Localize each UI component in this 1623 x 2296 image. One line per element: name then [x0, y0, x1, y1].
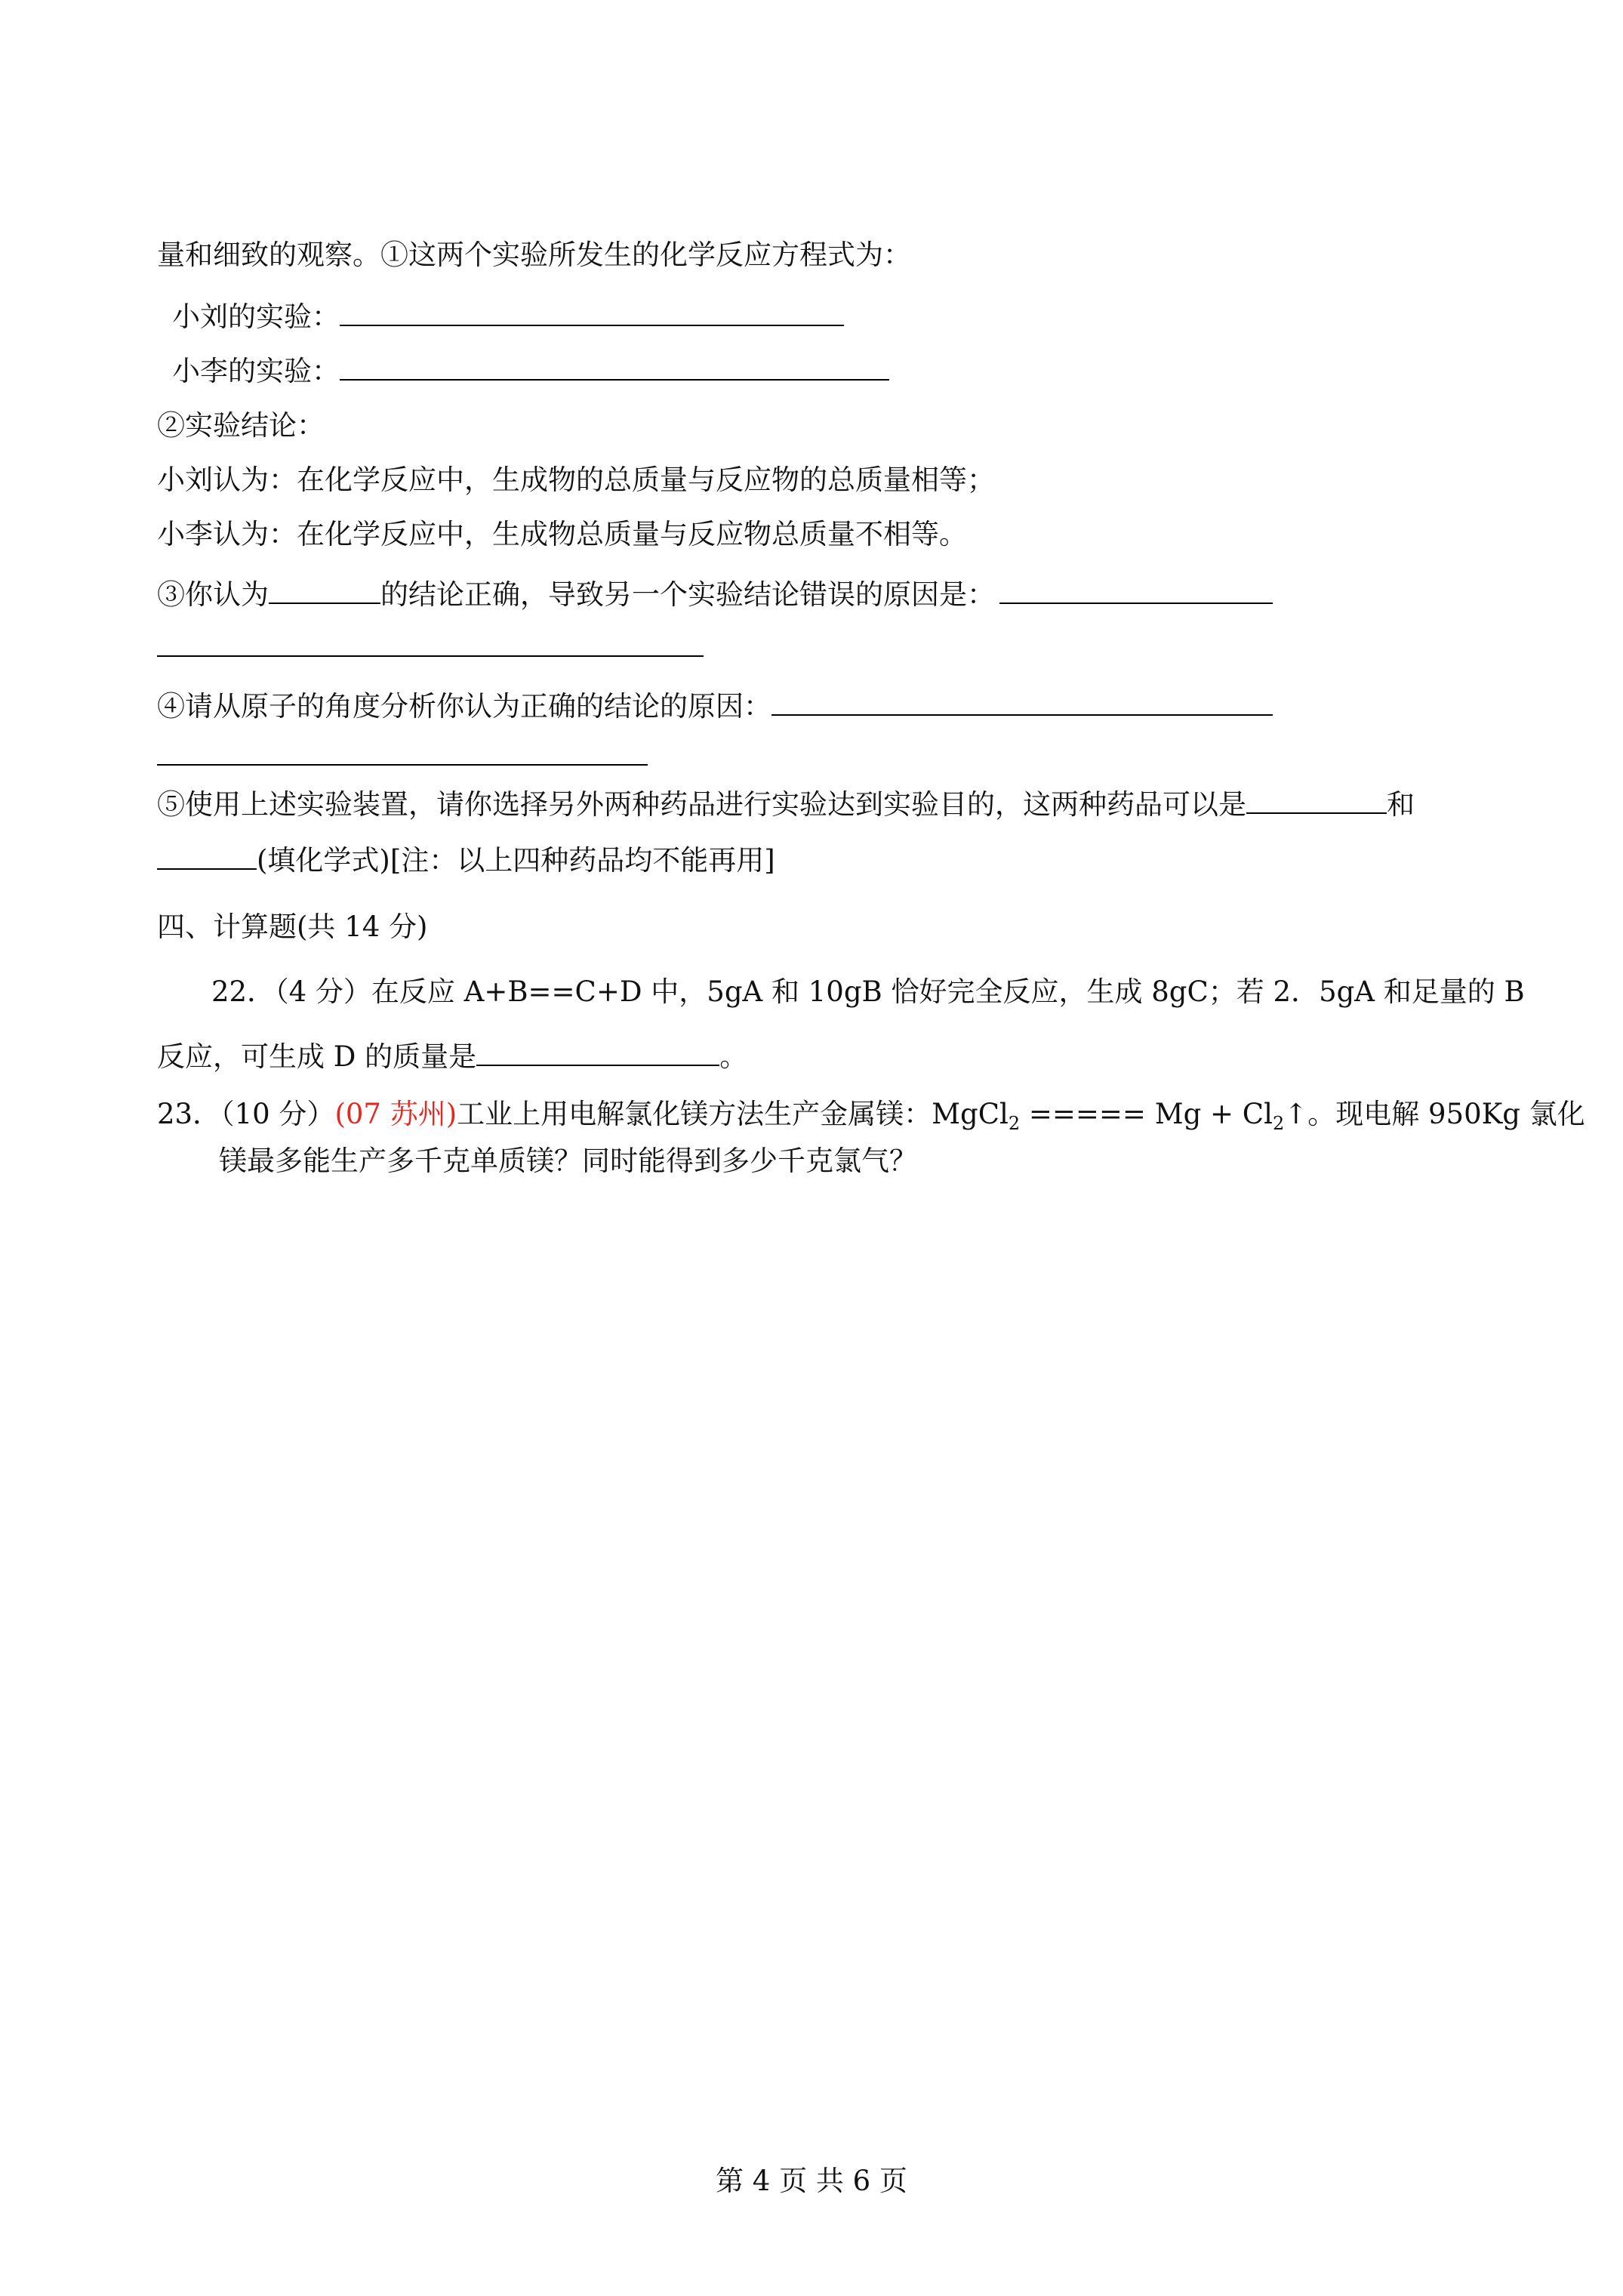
- answer-blank[interactable]: [340, 297, 844, 326]
- answer-blank[interactable]: [157, 655, 704, 657]
- text-line: 小刘认为：在化学反应中，生成物的总质量与反应物的总质量相等；: [157, 464, 995, 496]
- answer-blank[interactable]: [157, 764, 648, 766]
- question-5-line: ⑤使用上述实验装置，请你选择另外两种药品进行实验达到实验目的，这两种药品可以是 和: [157, 785, 1415, 821]
- text-line: 小李认为：在化学反应中，生成物总质量与反应物总质量不相等。: [157, 518, 967, 550]
- question-4-line: ④请从原子的角度分析你认为正确的结论的原因：: [157, 687, 1273, 723]
- question-5-cont-line: (填化学式)[注：以上四种药品均不能再用]: [157, 841, 775, 877]
- page-footer: 第 4 页 共 6 页: [716, 2165, 907, 2197]
- answer-blank[interactable]: [771, 687, 1273, 716]
- answer-blank[interactable]: [269, 575, 380, 604]
- text-line: 量和细致的观察。①这两个实验所发生的化学反应方程式为：: [157, 239, 911, 271]
- answer-blank[interactable]: [340, 352, 889, 381]
- answer-blank[interactable]: [1246, 785, 1387, 814]
- question-23-cont: 镁最多能生产多千克单质镁？同时能得到多少千克氯气？: [219, 1145, 917, 1177]
- text-line: ②实验结论：: [157, 409, 325, 442]
- xiaoli-experiment-line: 小李的实验：: [172, 352, 889, 388]
- question-22: 22．（4 分）在反应 A+B==C+D 中，5gA 和 10gB 恰好完全反应，生成 8gC；若 2．5gA 和足量的 B: [211, 975, 1525, 1008]
- section-heading: 四、计算题(共 14 分): [157, 911, 428, 943]
- answer-blank[interactable]: [157, 841, 257, 870]
- answer-blank[interactable]: [999, 575, 1273, 604]
- question-23: 23．（10 分）(07 苏州)工业上用电解氯化镁方法生产金属镁：MgCl$_2$ ===== $Mg + Cl_2↑$。现电解 950Kg 氯化: [157, 1098, 1585, 1134]
- question-22-cont: 反应，可生成 D 的质量是 。: [157, 1037, 747, 1074]
- question-3-line: ③你认为 的结论正确，导致另一个实验结论错误的原因是：: [157, 575, 1273, 612]
- xiaoliu-experiment-line: 小刘的实验：: [172, 297, 844, 334]
- source-label: (07 苏州): [334, 1098, 457, 1130]
- answer-blank[interactable]: [476, 1037, 719, 1066]
